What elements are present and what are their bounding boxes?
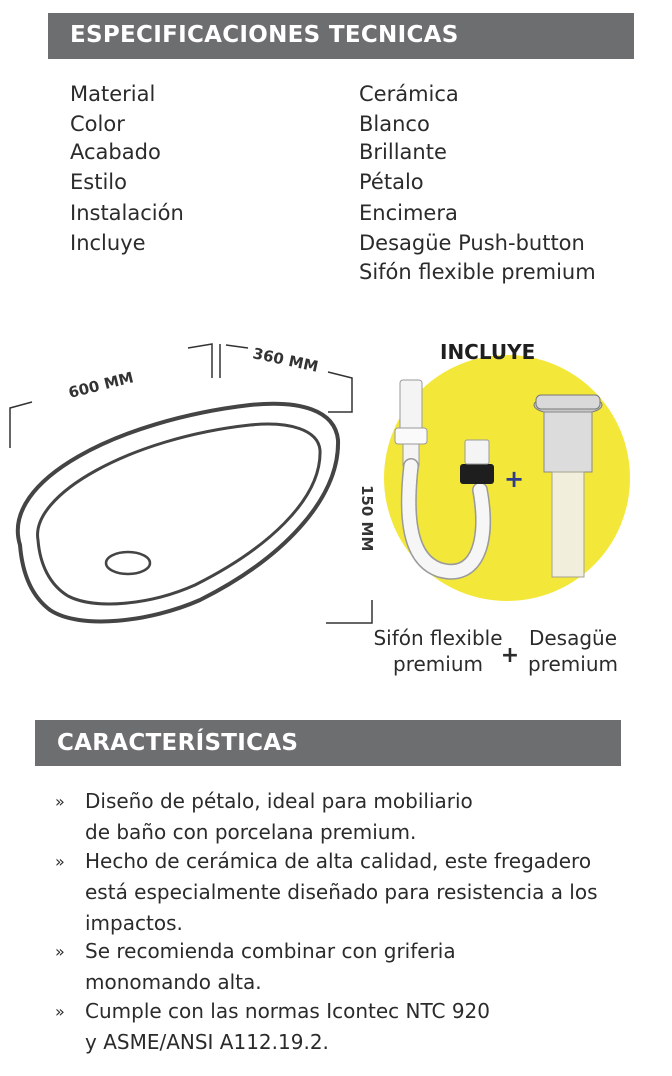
feature-item xyxy=(55,936,615,998)
spec-label: Estilo xyxy=(70,170,127,194)
caption-line: premium xyxy=(393,652,483,676)
spec-value: Desagüe Push-button xyxy=(359,231,585,255)
feature-item xyxy=(55,996,615,1058)
caption-line: premium xyxy=(528,652,618,676)
specs-header: ESPECIFICACIONES TECNICAS xyxy=(48,13,634,59)
included-plus-icon: + xyxy=(503,465,525,493)
dim-height-label: 150 MM xyxy=(358,485,376,552)
spec-value: Cerámica xyxy=(359,82,459,106)
spec-label: Acabado xyxy=(70,140,161,164)
feature-line: de baño con porcelana premium. xyxy=(85,820,417,844)
feature-line: Se recomienda combinar con griferia xyxy=(85,939,456,963)
spec-label: Color xyxy=(70,112,125,136)
drain-caption xyxy=(518,625,628,677)
spec-label: Material xyxy=(70,82,156,106)
basin-illustration xyxy=(18,404,338,622)
siphon-caption xyxy=(368,625,508,677)
feature-line: monomando alta. xyxy=(85,970,262,994)
feature-line: Hecho de cerámica de alta calidad, este fregadero xyxy=(85,849,592,873)
feature-item xyxy=(55,846,615,939)
feature-line: Cumple con las normas Icontec NTC 920 xyxy=(85,999,490,1023)
spec-value: Blanco xyxy=(359,112,430,136)
caption-plus-icon: + xyxy=(500,643,520,668)
dim-length-label: 600 MM xyxy=(66,368,136,402)
spec-value: Encimera xyxy=(359,201,458,225)
dimension-lines xyxy=(10,344,372,623)
caption-line: Sifón flexible xyxy=(373,626,503,650)
feature-line: y ASME/ANSI A112.19.2. xyxy=(85,1030,329,1054)
feature-line: Diseño de pétalo, ideal para mobiliario xyxy=(85,789,473,813)
bullet-icon: » xyxy=(55,852,65,871)
spec-label: Instalación xyxy=(70,201,184,225)
feature-item xyxy=(55,786,615,848)
spec-label: Incluye xyxy=(70,231,146,255)
included-title: INCLUYE xyxy=(440,340,536,364)
feature-line: está especialmente diseñado para resistencia a los xyxy=(85,880,598,904)
dim-width-label: 360 MM xyxy=(251,344,320,376)
bullet-icon: » xyxy=(55,1002,65,1021)
spec-value: Pétalo xyxy=(359,170,424,194)
spec-value: Brillante xyxy=(359,140,447,164)
caption-line: Desagüe xyxy=(528,626,618,650)
features-header: CARACTERÍSTICAS xyxy=(35,720,621,766)
feature-line: impactos. xyxy=(85,911,183,935)
bullet-icon: » xyxy=(55,792,65,811)
bullet-icon: » xyxy=(55,942,65,961)
spec-value: Sifón flexible premium xyxy=(359,260,596,284)
